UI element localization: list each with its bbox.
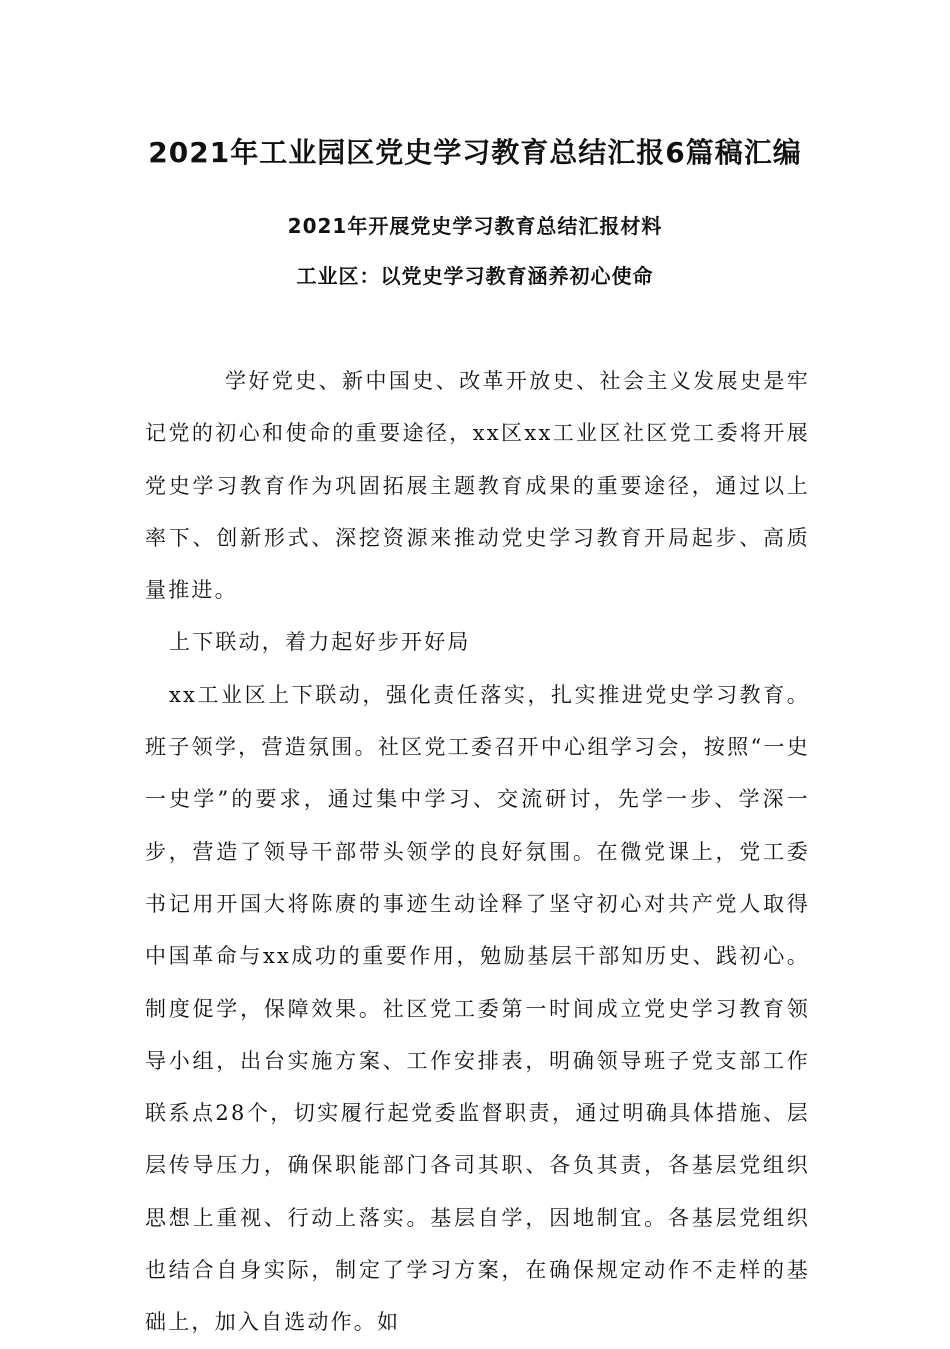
paragraph-body: xx工业区上下联动，强化责任落实，扎实推进党史学习教育。班子领学，营造氛围。社区党工委召开中心组学习会，按照“一史一史学”的要求，通过集中学习、交流研讨，先学一步、学深一步，营造了领导干部带头领学的良好氛围。在微党课上，党工委书记用开国大将陈赓的事迹生动诠释了坚守初心对共产党人取得中国革命与xx成功的重要作用，勉励基层干部知历史、践初心。制度促学，保障效果。社区党工委第一时间成立党史学习教育领导小组，出台实施方案、工作安排表，明确领导班子党支部工作联系点28个，切实履行起党委监督职责，通过明确具体措施、层层传导压力，确保职能部门各司其职、各负其责，各基层党组织思想上重视、行动上落实。基层自学，因地制宜。各基层党组织也结合自身实际，制定了学习方案，在确保规定动作不走样的基础上，加入自选动作。如 xyxy=(145,682,810,1335)
paragraph-section-heading: 上下联动，着力起好步开好局 xyxy=(169,630,471,655)
paragraph-intro: 学好党史、新中国史、改革开放史、社会主义发展史是牢记党的初心和使命的重要途径，xx区xx工业区社区党工委将开展党史学习教育作为巩固拓展主题教育成果的重要途径，通过以上率下、创新形式、深挖资源来推动党史学习教育开局起步、高质量推进。 xyxy=(145,369,810,603)
document-body xyxy=(145,355,810,1349)
document-subtitle: 2021年开展党史学习教育总结汇报材料 xyxy=(287,214,663,238)
section-heading: 工业区：以党史学习教育涵养初心使命 xyxy=(296,264,654,288)
document-title: 2021年工业园区党史学习教育总结汇报6篇稿汇编 xyxy=(148,136,802,169)
